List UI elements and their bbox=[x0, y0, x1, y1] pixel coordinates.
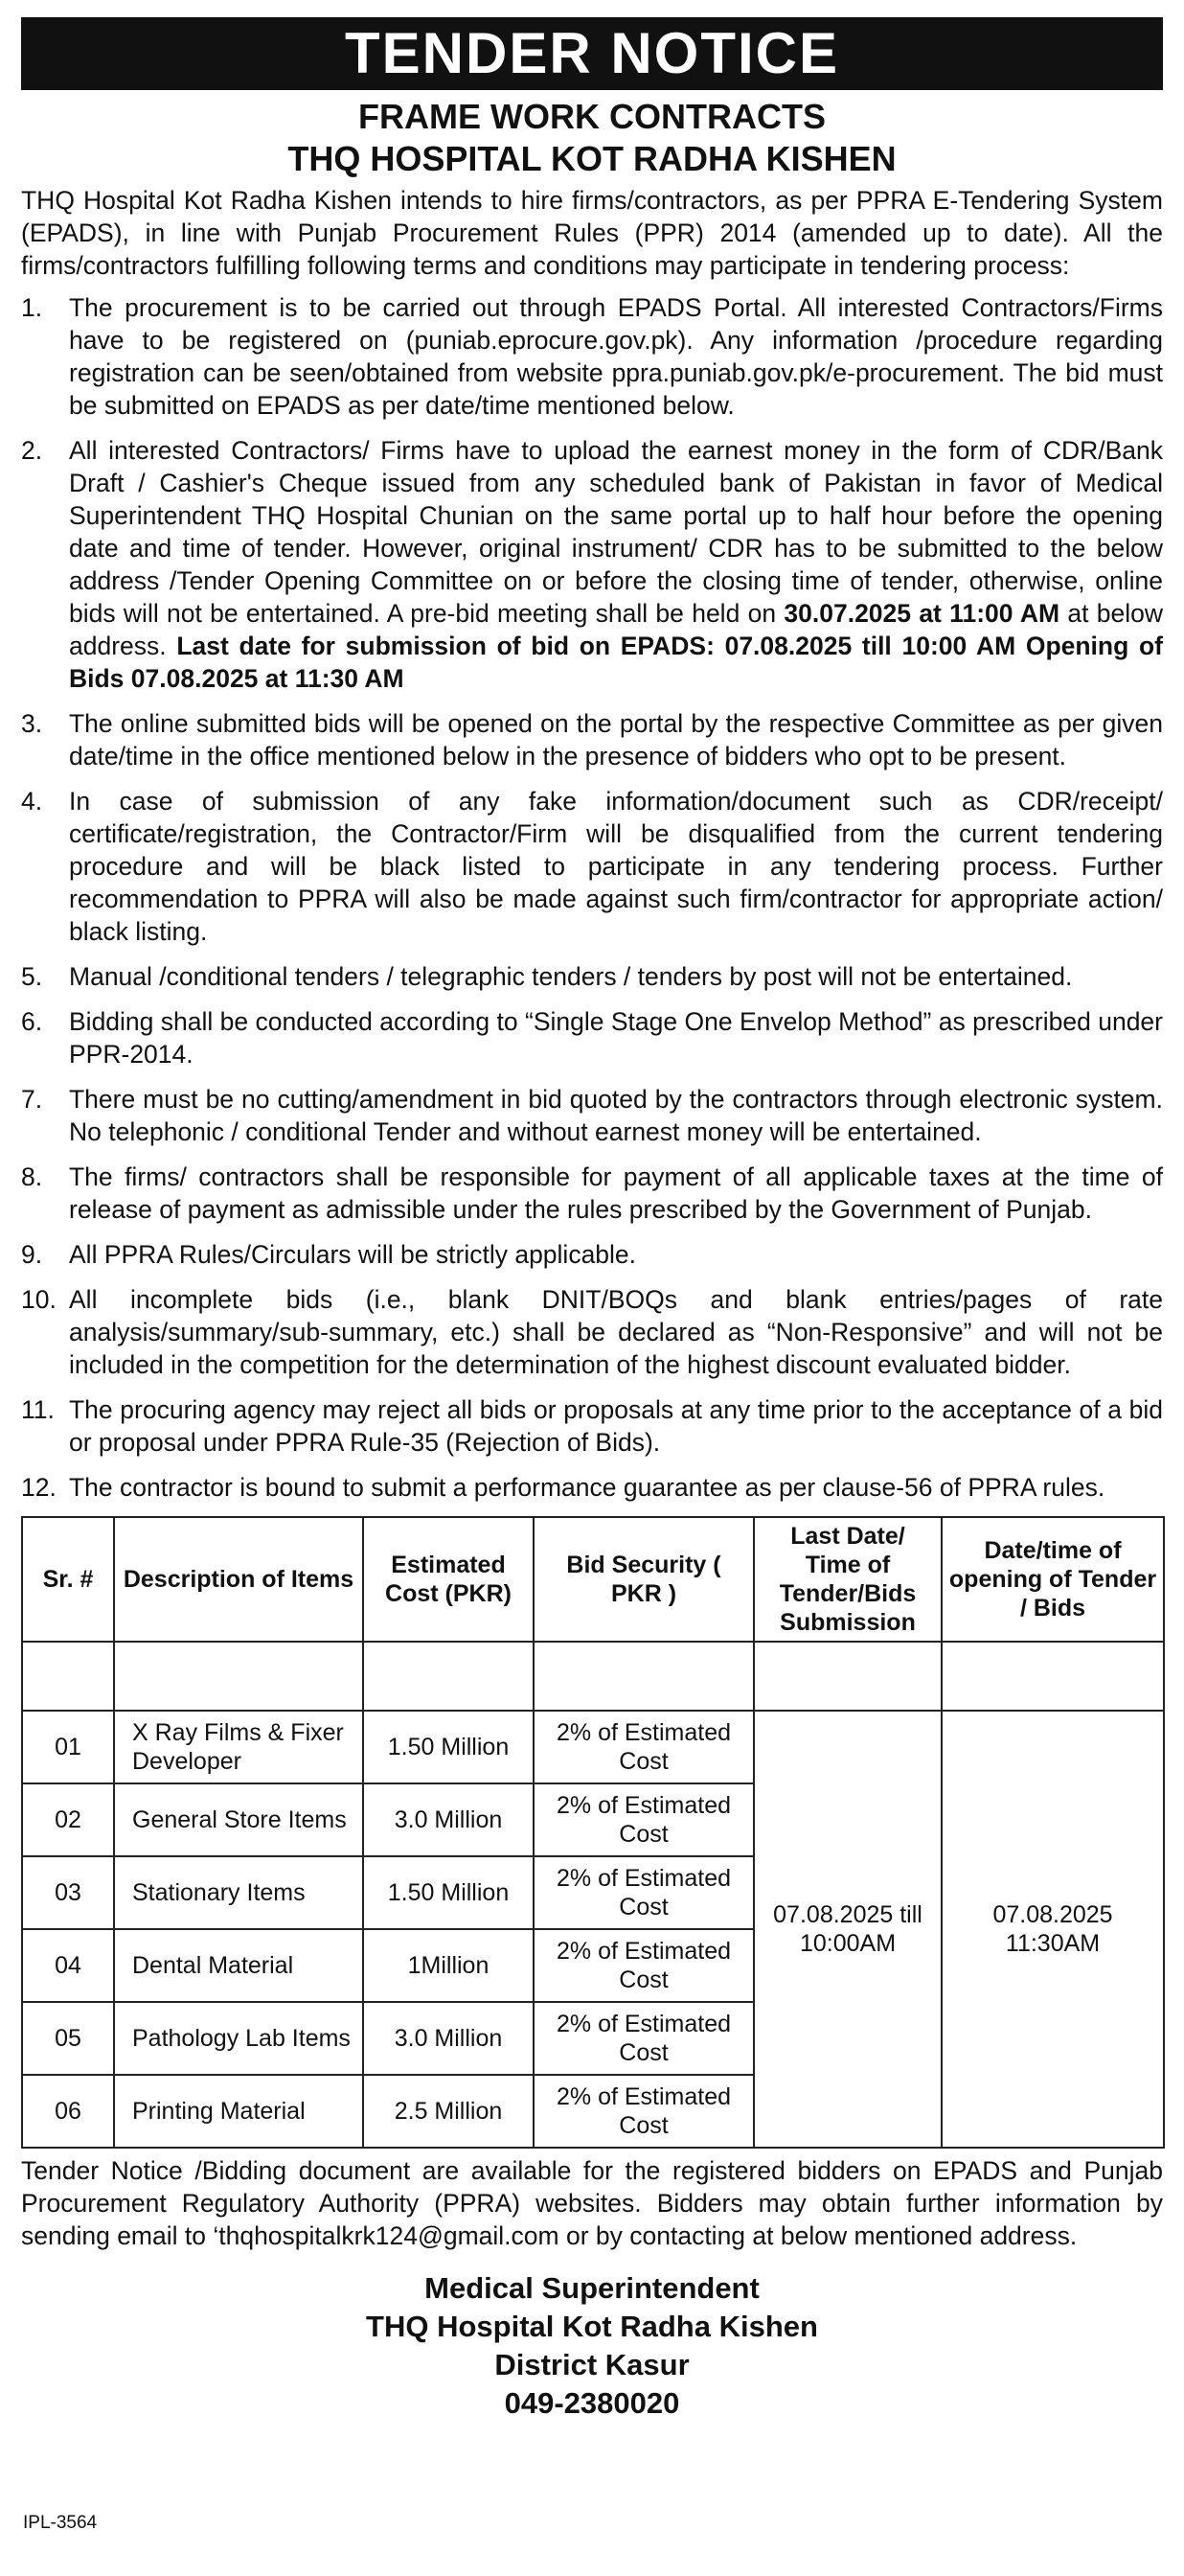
signoff-title: Medical Superintendent bbox=[424, 2271, 760, 2305]
footer-note: Tender Notice /Bidding document are available for the registered bidders on EPADS and Punjab Procurement Regulatory Authority (PPRA) websites. Bidders may obtain further information by sending email to ‘thqhospitalkrk124@gmail.com or by contacting at below mentioned address. bbox=[21, 2156, 1163, 2250]
subtitle: FRAME WORK CONTRACTS bbox=[358, 97, 826, 136]
table-row: 01 X Ray Films & Fixer Developer 1.50 Million 2% of Estimated Cost 07.08.2025 till 10:00AM 07.08.2025 11:30AM bbox=[22, 1711, 1164, 1783]
opening-date-cell: 07.08.2025 11:30AM bbox=[942, 1711, 1164, 2148]
table-row: 03 Stationary Items 1.50 Million 2% of Estimated Cost bbox=[22, 1856, 1164, 1929]
header-last-date: Last Date/ Time of Tender/Bids Submission bbox=[754, 1517, 942, 1642]
hospital-title: THQ HOSPITAL KOT RADHA KISHEN bbox=[287, 139, 897, 178]
clause: 10. All incomplete bids (i.e., blank DNIT/BOQs and blank entries/pages of rate analysis/summary/sub-summary, etc.) shall be declared as “Non-Responsive” and will not be included in the competition for the determination of the highest discount evaluated bidder. bbox=[21, 1285, 1163, 1379]
header-opening-date: Date/time of opening of Tender / Bids bbox=[942, 1517, 1164, 1642]
signoff-hospital: THQ Hospital Kot Radha Kishen bbox=[366, 2310, 818, 2343]
clause-list bbox=[21, 291, 1163, 1504]
clause: 12. The contractor is bound to submit a performance guarantee as per clause-56 of PPRA rules. bbox=[21, 1473, 1105, 1502]
table-row: 05 Pathology Lab Items 3.0 Million 2% of Estimated Cost bbox=[22, 2002, 1164, 2075]
tender-table bbox=[21, 1516, 1165, 2149]
signoff-district: District Kasur bbox=[494, 2348, 690, 2381]
last-date-cell: 07.08.2025 till 10:00AM bbox=[754, 1711, 942, 2148]
ipl-reference: IPL-3564 bbox=[23, 2513, 98, 2533]
last-date-statement: Last date for submission of bid on EPADS: 07.08.2025 till 10:00 AM Opening of Bids 07.08.2025 at 11:30 AM bbox=[69, 632, 1163, 693]
signoff-phone: 049-2380020 bbox=[504, 2386, 680, 2420]
header-cost: Estimated Cost (PKR) bbox=[363, 1517, 534, 1642]
header-security: Bid Security ( PKR ) bbox=[534, 1517, 754, 1642]
table-row: 06 Printing Material 2.5 Million 2% of Estimated Cost bbox=[22, 2075, 1164, 2148]
clause: 11. The procuring agency may reject all bids or proposals at any time prior to the acceptance of a bid or proposal under PPRA Rule-35 (Rejection of Bids). bbox=[21, 1395, 1163, 1457]
header-description: Description of Items bbox=[114, 1517, 363, 1642]
table-header-row bbox=[22, 1517, 1164, 1642]
clause: 2. All interested Contractors/ Firms have to upload the earnest money in the form of CDR/Bank Draft / Cashier's Cheque issued from any scheduled bank of Pakistan in favor of Medical Superintendent THQ Hospital Chunian on the same portal up to half hour before the opening date and time of tender. However, original instrument/ CDR has to be submitted to the below address /Tender Opening Committee on or before the closing time of tender, otherwise, online bids will not be entertained. A pre-bid meeting shall be held on 30.07.2025 at 11:00 AM at below address. Last date for submission of bid on EPADS: 07.08.2025 till 10:00 AM Opening of Bids 07.08.2025 at 11:30 AM bbox=[21, 436, 1163, 693]
header-sr: Sr. # bbox=[22, 1517, 114, 1642]
notice-banner: TENDER NOTICE bbox=[21, 17, 1163, 90]
intro-paragraph: THQ Hospital Kot Radha Kishen intends to hire firms/contractors, as per PPRA E-Tendering System (EPADS), in line with Punjab Procurement Rules (PPR) 2014 (amended up to date). All the firms/contractors fulfilling following terms and conditions may participate in tendering process: bbox=[21, 186, 1163, 280]
prebid-date: 30.07.2025 at 11:00 AM bbox=[784, 599, 1060, 628]
clause: 3. The online submitted bids will be opened on the portal by the respective Committee as per given date/time in the office mentioned below in the presence of bidders who opt to be present. bbox=[21, 709, 1163, 770]
signoff-block bbox=[21, 2269, 1163, 2423]
clause: 9. All PPRA Rules/Circulars will be strictly applicable. bbox=[21, 1240, 637, 1269]
clause: 5. Manual /conditional tenders / telegraphic tenders / tenders by post will not be entertained. bbox=[21, 962, 1073, 991]
clause: 8. The firms/ contractors shall be responsible for payment of all applicable taxes at the time of release of payment as admissible under the rules prescribed by the Government of Punjab. bbox=[21, 1162, 1163, 1224]
clause: 7. There must be no cutting/amendment in bid quoted by the contractors through electronic system. No telephonic / conditional Tender and without earnest money will be entertained. bbox=[21, 1085, 1163, 1146]
table-row: 04 Dental Material 1Million 2% of Estimated Cost bbox=[22, 1929, 1164, 2002]
clause: 4. In case of submission of any fake information/document such as CDR/receipt/ certificate/registration, the Contractor/Firm will be disqualified from the current tendering procedure and will be black listed to participate in any tendering process. Further recommendation to PPRA will also be made against such firm/contractor for appropriate action/ black listing. bbox=[21, 787, 1163, 946]
clause: 6. Bidding shall be conducted according to “Single Stage One Envelop Method” as prescribed under PPR-2014. bbox=[21, 1007, 1163, 1069]
clause: 1. The procurement is to be carried out through EPADS Portal. All interested Contractors/Firms have to be registered on (puniab.eprocure.gov.pk). Any information /procedure regarding registration can be seen/obtained from website ppra.puniab.gov.pk/e-procurement. The bid must be submitted on EPADS as per date/time mentioned below. bbox=[21, 293, 1163, 420]
table-row: 02 General Store Items 3.0 Million 2% of Estimated Cost bbox=[22, 1783, 1164, 1856]
